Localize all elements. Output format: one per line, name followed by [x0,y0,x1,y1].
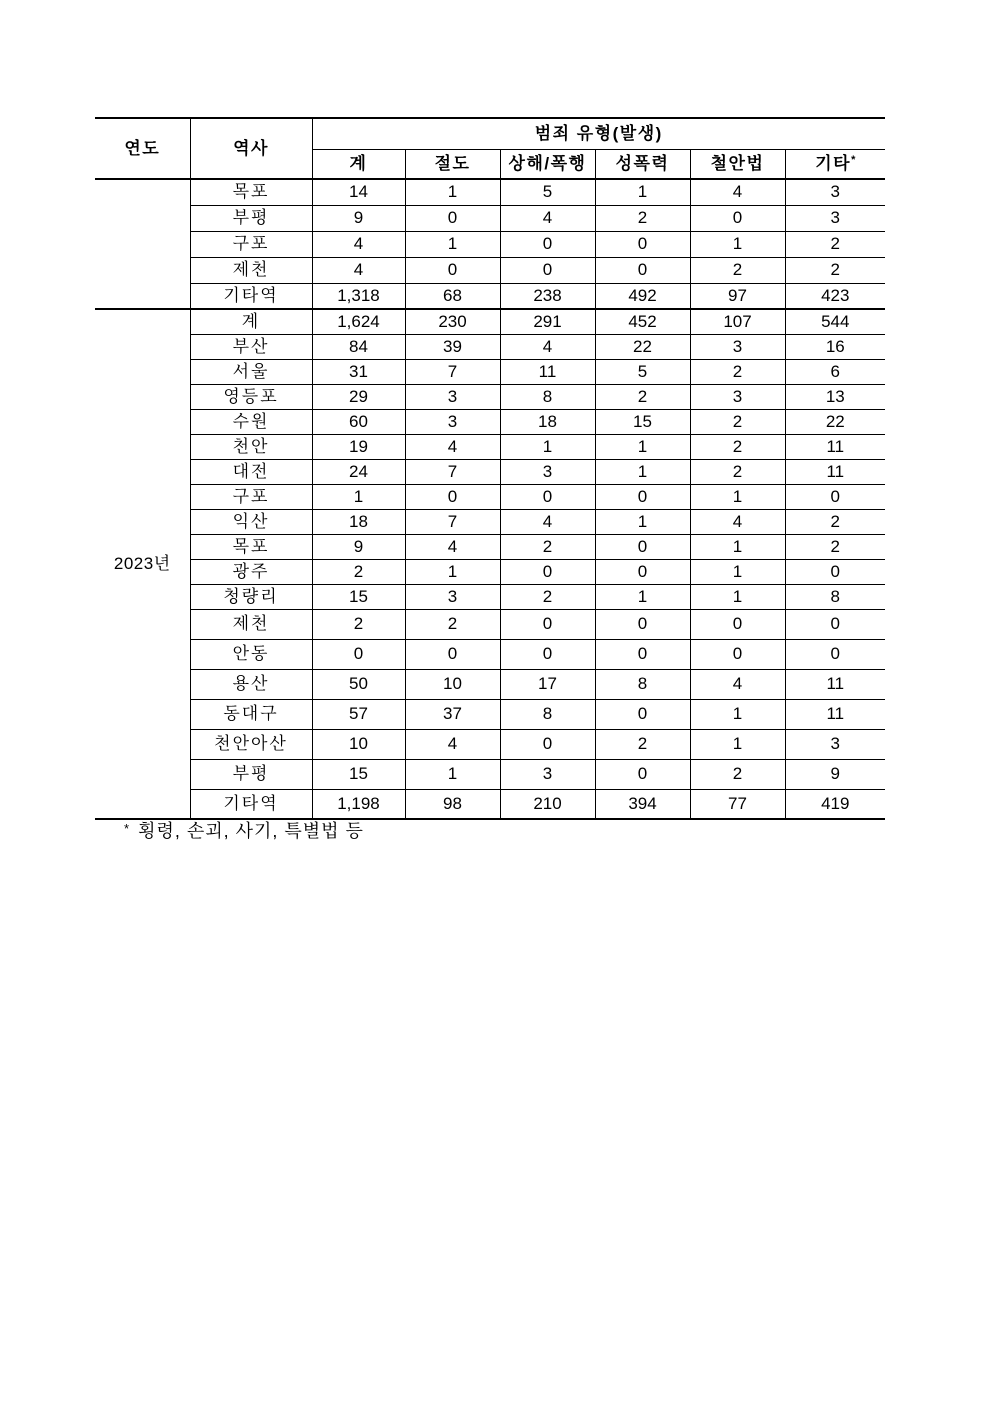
table-row [95,534,885,559]
header-row-1 [95,118,885,150]
value-cell: 2 [690,434,785,459]
value-cell: 291 [500,309,595,334]
value-cell: 0 [595,257,690,283]
col-header-total: 계 [312,150,405,180]
value-cell: 84 [312,334,405,359]
value-cell: 394 [595,789,690,819]
value-cell: 1,318 [312,283,405,309]
value-cell: 0 [500,484,595,509]
value-cell: 2 [785,231,885,257]
value-cell: 2 [500,584,595,609]
footnote [124,817,364,843]
value-cell: 1 [690,559,785,584]
value-cell: 7 [405,459,500,484]
value-cell: 0 [500,639,595,669]
value-cell: 4 [405,729,500,759]
station-cell: 수원 [190,409,312,434]
value-cell: 0 [595,231,690,257]
value-cell: 29 [312,384,405,409]
value-cell: 0 [312,639,405,669]
value-cell: 0 [690,609,785,639]
value-cell: 2 [785,257,885,283]
value-cell: 0 [785,639,885,669]
station-cell: 천안 [190,434,312,459]
value-cell: 8 [595,669,690,699]
station-cell: 서울 [190,359,312,384]
table-row [95,484,885,509]
value-cell: 13 [785,384,885,409]
col-header-railway-safety-act: 철안법 [690,150,785,180]
table-row [95,669,885,699]
value-cell: 2 [500,534,595,559]
value-cell: 1 [595,509,690,534]
value-cell: 1 [690,484,785,509]
table-row [95,729,885,759]
value-cell: 7 [405,509,500,534]
table-row [95,509,885,534]
value-cell: 2 [595,384,690,409]
station-cell: 동대구 [190,699,312,729]
value-cell: 0 [595,609,690,639]
table-row [95,231,885,257]
table-row [95,759,885,789]
value-cell: 4 [690,669,785,699]
station-cell: 안동 [190,639,312,669]
value-cell: 15 [595,409,690,434]
value-cell: 2 [785,509,885,534]
station-cell: 용산 [190,669,312,699]
value-cell: 11 [785,699,885,729]
col-header-crime-type-group: 범죄 유형(발생) [312,118,885,150]
value-cell: 50 [312,669,405,699]
value-cell: 3 [690,384,785,409]
station-cell: 구포 [190,231,312,257]
value-cell: 423 [785,283,885,309]
value-cell: 0 [690,205,785,231]
value-cell: 452 [595,309,690,334]
col-header-theft: 절도 [405,150,500,180]
value-cell: 1 [690,534,785,559]
station-cell: 계 [190,309,312,334]
value-cell: 8 [500,384,595,409]
value-cell: 3 [690,334,785,359]
value-cell: 4 [312,231,405,257]
col-header-year: 연도 [95,118,190,179]
value-cell: 2 [690,359,785,384]
value-cell: 8 [500,699,595,729]
station-cell: 부평 [190,205,312,231]
value-cell: 0 [405,257,500,283]
value-cell: 22 [595,334,690,359]
value-cell: 2 [312,559,405,584]
value-cell: 4 [405,534,500,559]
value-cell: 60 [312,409,405,434]
table-row [95,309,885,334]
value-cell: 1 [405,231,500,257]
col-header-etc [785,150,885,180]
value-cell: 4 [312,257,405,283]
table-row [95,789,885,819]
value-cell: 16 [785,334,885,359]
value-cell: 0 [405,205,500,231]
value-cell: 1 [690,584,785,609]
value-cell: 57 [312,699,405,729]
value-cell: 2 [312,609,405,639]
value-cell: 1 [312,484,405,509]
value-cell: 10 [312,729,405,759]
value-cell: 9 [312,534,405,559]
table-row [95,459,885,484]
station-cell: 광주 [190,559,312,584]
value-cell: 3 [500,459,595,484]
value-cell: 37 [405,699,500,729]
table-row [95,179,885,205]
value-cell: 0 [595,639,690,669]
value-cell: 0 [500,257,595,283]
footnote-asterisk-marker: * [124,821,130,836]
station-cell: 천안아산 [190,729,312,759]
value-cell: 4 [500,205,595,231]
value-cell: 2 [405,609,500,639]
value-cell: 1 [405,179,500,205]
col-header-station: 역사 [190,118,312,179]
value-cell: 2 [595,205,690,231]
value-cell: 2 [785,534,885,559]
col-header-sexual-violence: 성폭력 [595,150,690,180]
value-cell: 2 [690,409,785,434]
value-cell: 544 [785,309,885,334]
station-cell: 제천 [190,257,312,283]
station-cell: 대전 [190,459,312,484]
value-cell: 19 [312,434,405,459]
value-cell: 11 [500,359,595,384]
value-cell: 7 [405,359,500,384]
value-cell: 1 [690,699,785,729]
value-cell: 1 [500,434,595,459]
station-cell: 익산 [190,509,312,534]
table-row [95,334,885,359]
value-cell: 0 [405,484,500,509]
value-cell: 4 [500,334,595,359]
value-cell: 1 [595,179,690,205]
table-body [95,179,885,819]
value-cell: 3 [405,384,500,409]
value-cell: 4 [500,509,595,534]
value-cell: 0 [785,484,885,509]
value-cell: 11 [785,434,885,459]
value-cell: 17 [500,669,595,699]
station-cell: 청량리 [190,584,312,609]
value-cell: 14 [312,179,405,205]
value-cell: 1 [595,434,690,459]
value-cell: 1,624 [312,309,405,334]
table-row [95,283,885,309]
station-cell: 목포 [190,534,312,559]
value-cell: 210 [500,789,595,819]
value-cell: 238 [500,283,595,309]
value-cell: 3 [785,729,885,759]
value-cell: 18 [312,509,405,534]
value-cell: 1 [405,759,500,789]
station-cell: 기타역 [190,283,312,309]
value-cell: 2 [690,759,785,789]
table-row [95,205,885,231]
station-cell: 목포 [190,179,312,205]
value-cell: 419 [785,789,885,819]
value-cell: 15 [312,759,405,789]
value-cell: 0 [690,639,785,669]
station-cell: 제천 [190,609,312,639]
value-cell: 3 [785,205,885,231]
station-cell: 영등포 [190,384,312,409]
value-cell: 6 [785,359,885,384]
value-cell: 9 [785,759,885,789]
value-cell: 97 [690,283,785,309]
value-cell: 0 [595,759,690,789]
station-cell: 부평 [190,759,312,789]
value-cell: 77 [690,789,785,819]
station-cell: 부산 [190,334,312,359]
value-cell: 15 [312,584,405,609]
value-cell: 0 [500,559,595,584]
value-cell: 1,198 [312,789,405,819]
value-cell: 1 [595,459,690,484]
value-cell: 3 [500,759,595,789]
value-cell: 4 [405,434,500,459]
value-cell: 107 [690,309,785,334]
value-cell: 24 [312,459,405,484]
table-row [95,699,885,729]
value-cell: 0 [785,609,885,639]
value-cell: 2 [690,257,785,283]
table-row [95,609,885,639]
value-cell: 3 [405,409,500,434]
table-row [95,384,885,409]
value-cell: 0 [500,609,595,639]
value-cell: 1 [595,584,690,609]
value-cell: 1 [405,559,500,584]
col-header-etc-label: 기타 [815,154,852,174]
table-row [95,257,885,283]
value-cell: 492 [595,283,690,309]
value-cell: 0 [595,559,690,584]
value-cell: 0 [595,484,690,509]
value-cell: 0 [405,639,500,669]
value-cell: 9 [312,205,405,231]
value-cell: 68 [405,283,500,309]
table-row [95,639,885,669]
value-cell: 2 [595,729,690,759]
crime-stats-table [95,117,885,820]
value-cell: 4 [690,509,785,534]
col-header-etc-asterisk: * [851,154,856,167]
value-cell: 10 [405,669,500,699]
value-cell: 3 [785,179,885,205]
value-cell: 8 [785,584,885,609]
value-cell: 11 [785,459,885,484]
value-cell: 98 [405,789,500,819]
value-cell: 22 [785,409,885,434]
col-header-assault: 상해/폭행 [500,150,595,180]
table-row [95,359,885,384]
table-row [95,434,885,459]
table-row [95,409,885,434]
value-cell: 2 [690,459,785,484]
value-cell: 230 [405,309,500,334]
value-cell: 0 [500,231,595,257]
value-cell: 0 [500,729,595,759]
footnote-text: 횡령, 손괴, 사기, 특별법 등 [138,821,364,841]
value-cell: 11 [785,669,885,699]
value-cell: 0 [595,534,690,559]
value-cell: 1 [690,729,785,759]
station-cell: 기타역 [190,789,312,819]
value-cell: 3 [405,584,500,609]
table-row [95,559,885,584]
value-cell: 0 [785,559,885,584]
value-cell: 1 [690,231,785,257]
value-cell: 5 [500,179,595,205]
year-cell: 2023년 [95,309,190,819]
year-cell [95,179,190,309]
table-row [95,584,885,609]
value-cell: 4 [690,179,785,205]
value-cell: 31 [312,359,405,384]
value-cell: 5 [595,359,690,384]
station-cell: 구포 [190,484,312,509]
value-cell: 0 [595,699,690,729]
value-cell: 39 [405,334,500,359]
value-cell: 18 [500,409,595,434]
